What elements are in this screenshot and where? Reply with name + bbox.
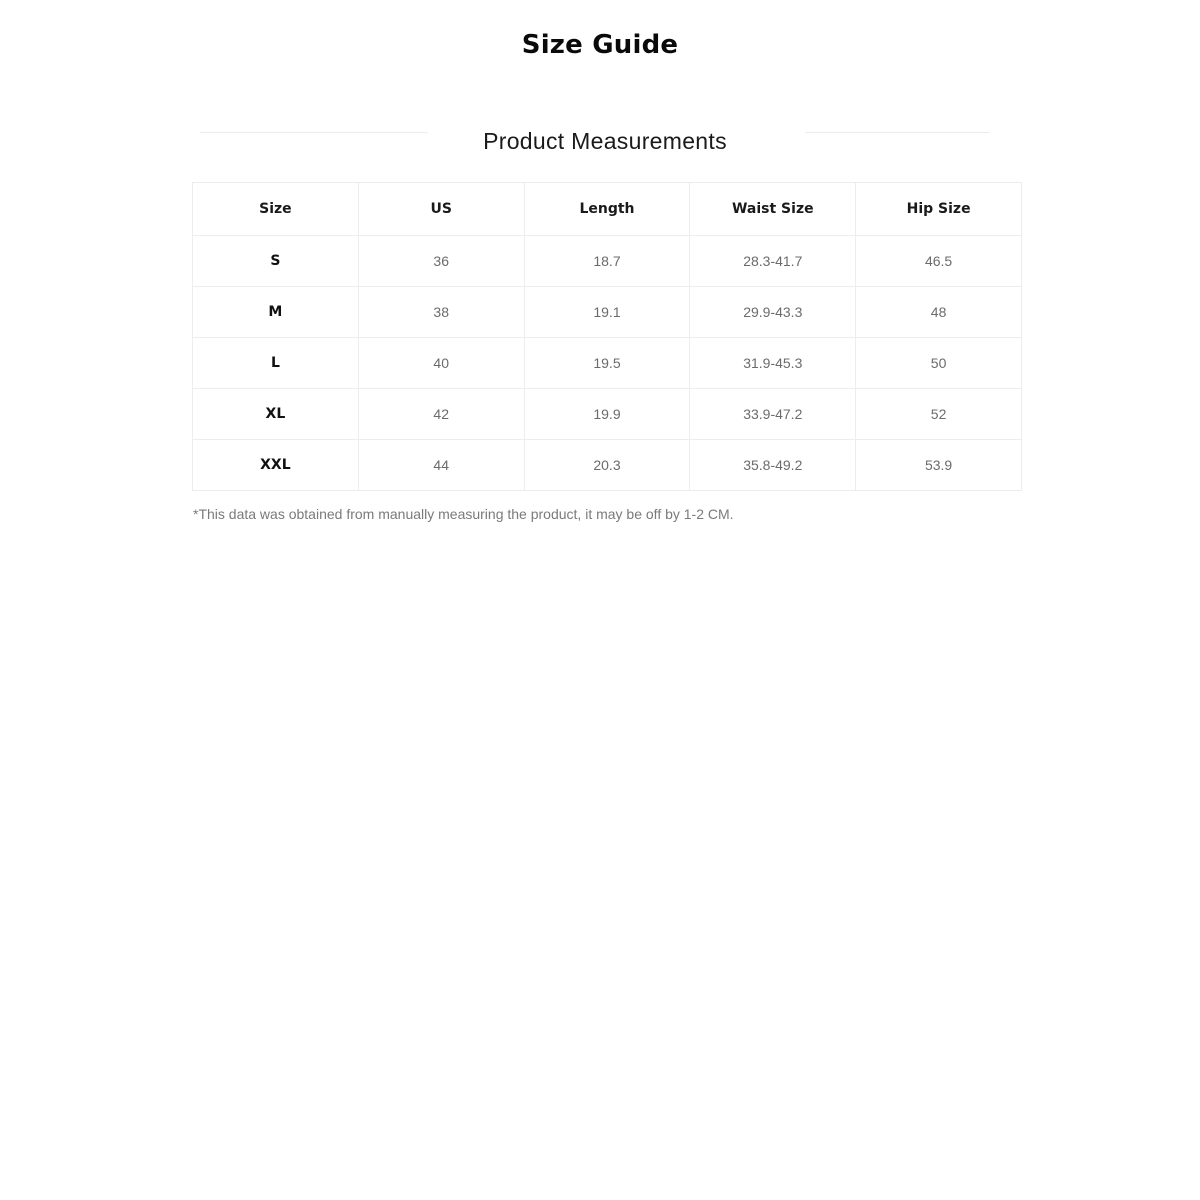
size-cell: M <box>193 287 359 338</box>
section-header <box>195 118 990 158</box>
hip-size-cell: 52 <box>856 389 1022 440</box>
page-title: Size Guide <box>521 30 679 60</box>
column-header-size: Size <box>193 183 359 236</box>
waist-size-cell: 29.9-43.3 <box>690 287 856 338</box>
table-row <box>193 287 1022 338</box>
table-row <box>193 236 1022 287</box>
section-title: Product Measurements <box>483 128 727 154</box>
length-cell: 18.7 <box>524 236 690 287</box>
waist-size-cell: 33.9-47.2 <box>690 389 856 440</box>
length-cell: 19.1 <box>524 287 690 338</box>
size-cell: L <box>193 338 359 389</box>
column-header-length: Length <box>524 183 690 236</box>
column-header-waist-size: Waist Size <box>690 183 856 236</box>
us-cell: 36 <box>358 236 524 287</box>
us-cell: 44 <box>358 440 524 491</box>
hip-size-cell: 50 <box>856 338 1022 389</box>
size-cell: S <box>193 236 359 287</box>
footnote: *This data was obtained from manually measuring the product, it may be off by 1-2 CM. <box>193 506 734 522</box>
length-cell: 20.3 <box>524 440 690 491</box>
waist-size-cell: 35.8-49.2 <box>690 440 856 491</box>
hip-size-cell: 48 <box>856 287 1022 338</box>
us-cell: 42 <box>358 389 524 440</box>
column-header-us: US <box>358 183 524 236</box>
table-row <box>193 389 1022 440</box>
size-table <box>192 182 1022 491</box>
table-row <box>193 440 1022 491</box>
length-cell: 19.9 <box>524 389 690 440</box>
waist-size-cell: 28.3-41.7 <box>690 236 856 287</box>
us-cell: 38 <box>358 287 524 338</box>
us-cell: 40 <box>358 338 524 389</box>
column-header-hip-size: Hip Size <box>856 183 1022 236</box>
size-cell: XL <box>193 389 359 440</box>
hip-size-cell: 46.5 <box>856 236 1022 287</box>
table-header-row <box>193 183 1022 236</box>
length-cell: 19.5 <box>524 338 690 389</box>
size-cell: XXL <box>193 440 359 491</box>
hip-size-cell: 53.9 <box>856 440 1022 491</box>
table-row <box>193 338 1022 389</box>
waist-size-cell: 31.9-45.3 <box>690 338 856 389</box>
